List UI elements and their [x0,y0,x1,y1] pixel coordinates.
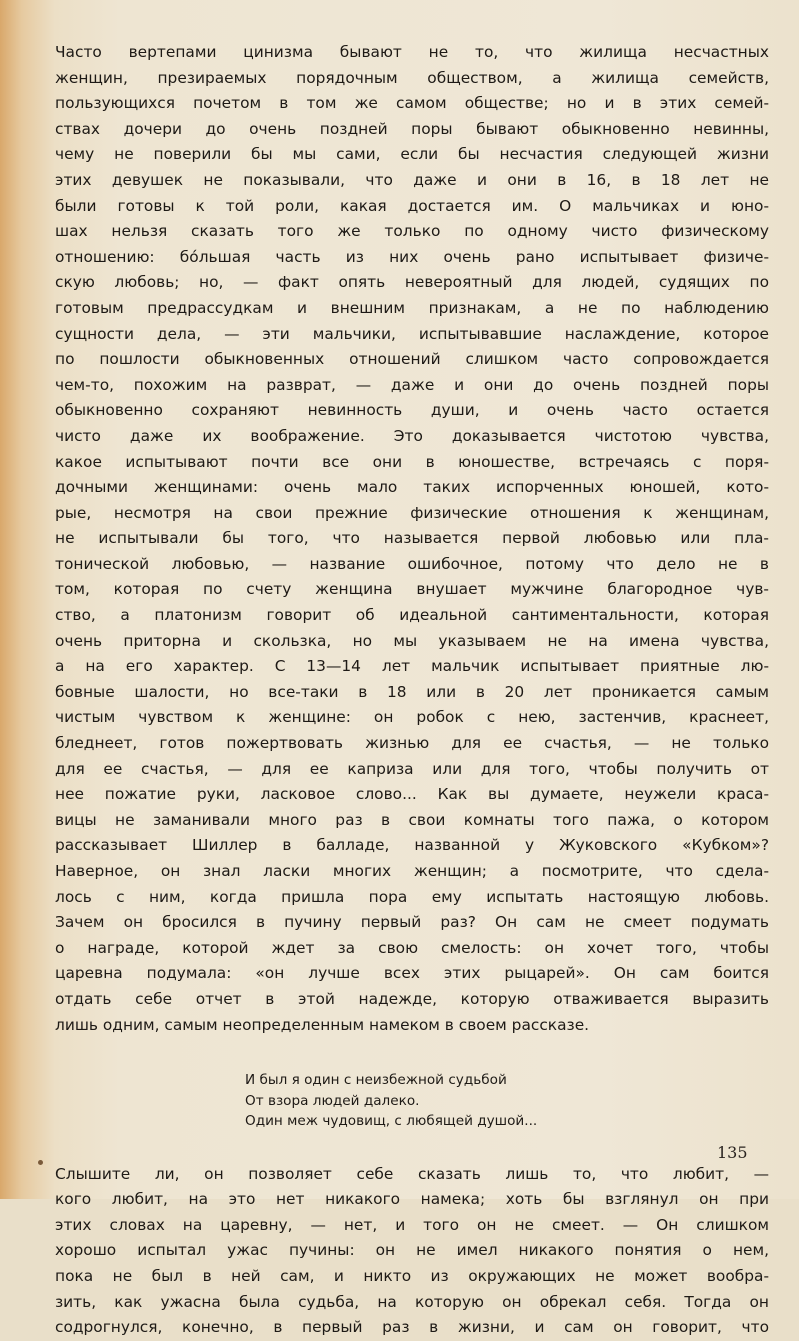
paragraph1-line: отношению: бóльшая часть из них очень рано испытывает физиче- [55,247,769,266]
paragraph1-line: дочными женщинами: очень мало таких испорченных юношей, кото- [55,478,769,497]
paragraph1-line: бовные шалости, но все-таки в 18 или в 20 лет проникается самым [55,682,769,701]
paragraph2-line: содрогнулся, конечно, в первый раз в жизни, и сам он говорит, что [55,1318,769,1337]
paragraph1-line: царевна подумала: «он лучше всех этих рыцарей». Он сам боится [55,964,769,983]
paragraph1-line: вицы не заманивали много раз в свои комнаты того пажа, о котором [55,810,769,829]
paragraph1-line: для ее счастья, — для ее каприза или для того, чтобы получить от [55,759,769,778]
paragraph1-line: а на его характер. С 13—14 лет мальчик испытывает приятные лю- [55,657,769,676]
paragraph1-line: шах нельзя сказать того же только по одному чисто физическому [55,222,769,241]
paragraph1-line: нее пожатие руки, ласковое слово... Как вы думаете, неужели краса- [55,785,769,804]
paragraph1-line: очень приторна и скользка, но мы указываем не на имена чувства, [55,631,769,650]
paragraph1-line: отдать себе отчет в этой надежде, которую отваживается выразить [55,989,769,1008]
paragraph-2 [55,1162,769,1341]
paragraph1-line: Часто вертепами цинизма бывают не то, что жилища несчастных [55,43,769,61]
paragraph1-line: лось с ним, когда пришла пора ему испытать настоящую любовь. [55,887,769,906]
paragraph1-line: Зачем он бросился в пучину первый раз? Он сам не смеет подумать [55,913,769,932]
paragraph1-line: обыкновенно сохраняют невинность души, и очень часто остается [55,401,769,420]
paragraph1-line: были готовы к той роли, какая достается им. О мальчиках и юно- [55,196,769,215]
paragraph1-line: какое испытывают почти все они в юношестве, встречаясь с поря- [55,452,769,471]
paragraph1-line: ствах дочери до очень поздней поры бывают обыкновенно невинны, [55,119,769,138]
page-text [55,40,769,1341]
paragraph2-line: пока не был в ней сам, и никто из окружающих не может вообра- [55,1267,769,1286]
paragraph1-line: тонической любовью, — название ошибочное, потому что дело не в [55,554,769,573]
paragraph1-line: сущности дела, — эти мальчики, испытывавшие наслаждение, которое [55,324,769,343]
verse-quote [245,1070,769,1132]
paragraph2-line: зить, как ужасна была судьба, на которую он обрекал себя. Тогда он [55,1292,769,1311]
verse-line: И был я один с неизбежной судьбой [245,1072,507,1089]
paragraph2-line: Слышите ли, он позволяет себе сказать лишь то, что любит, — [55,1164,769,1183]
paragraph1-line: рассказывает Шиллер в балладе, названной у Жуковского «Кубком»? [55,836,769,855]
paragraph1-line: готовым предрассудкам и внешним признакам, а не по наблюдению [55,298,769,317]
paragraph1-line: чему не поверили бы мы сами, если бы несчастия следующей жизни [55,145,769,164]
paragraph1-line: пользующихся почетом в том же самом обществе; но и в этих семей- [55,94,769,113]
ink-spot-mark [38,1160,43,1165]
paragraph1-line: том, которая по счету женщина внушает мужчине благородное чув- [55,580,769,599]
paragraph1-line: не испытывали бы того, что называется первой любовью или пла- [55,529,769,548]
paragraph1-line: рые, несмотря на свои прежние физические отношения к женщинам, [55,503,769,522]
paragraph1-line: чисто даже их воображение. Это доказывается чистотою чувства, [55,426,769,445]
paragraph1-line: чем-то, похожим на разврат, — даже и они до очень поздней поры [55,375,769,394]
paragraph1-line: ство, а платонизм говорит об идеальной сантиментальности, которая [55,606,769,625]
paragraph1-line: этих девушек не показывали, что даже и они в 16, в 18 лет не [55,170,769,189]
paragraph1-line: чистым чувством к женщине: он робок с нею, застенчив, краснеет, [55,708,769,727]
verse-line: Один меж чудовищ, с любящей душой... [245,1113,538,1130]
paragraph1-line: Наверное, он знал ласки многих женщин; а посмотрите, что сдела- [55,862,769,880]
paragraph1-line: женщин, презираемых порядочным обществом, а жилища семейств, [55,68,769,87]
paragraph-1 [55,40,769,1038]
paragraph2-line: этих словах на царевну, — нет, и того он не смеет. — Он слишком [55,1215,769,1234]
paragraph1-line: о награде, которой ждет за свою смелость: он хочет того, чтобы [55,938,769,957]
paragraph1-line: скую любовь; но, — факт опять невероятный для людей, судящих по [55,273,769,292]
paragraph1-line: лишь одним, самым неопределенным намеком в своем рассказе. [55,1015,590,1034]
page-number: 135 [717,1143,748,1162]
paragraph1-line: бледнеет, готов пожертвовать жизнью для ее счастья, — не только [55,734,769,753]
paragraph1-line: по пошлости обыкновенных отношений слишком часто сопровождается [55,350,769,369]
paragraph2-line: кого любит, на это нет никакого намека; хоть бы взглянул он при [55,1190,769,1209]
paragraph2-line: хорошо испытал ужас пучины: он не имел никакого понятия о нем, [55,1241,769,1260]
verse-line: От взора людей далеко. [245,1092,420,1109]
